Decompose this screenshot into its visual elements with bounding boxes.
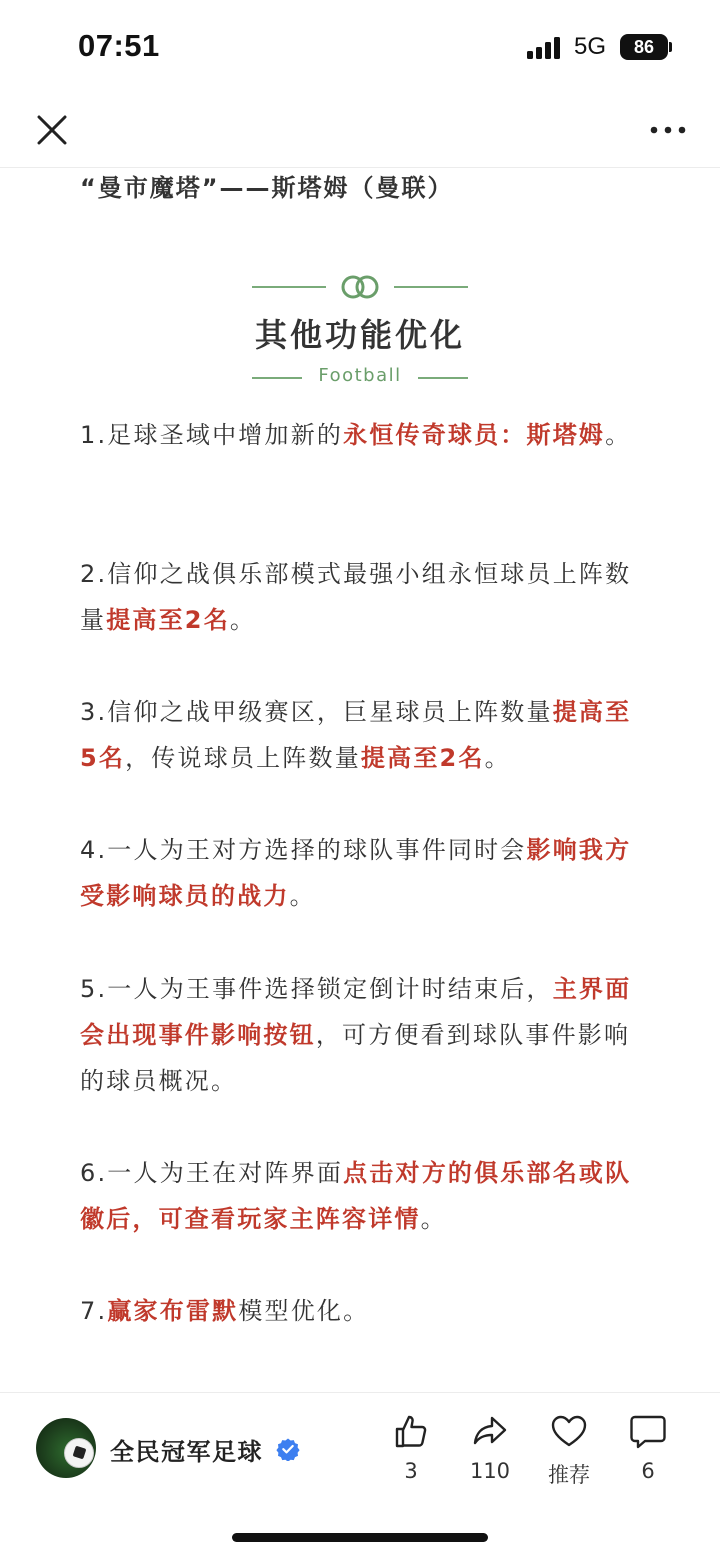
item-text: 1.足球圣域中增加新的 xyxy=(80,421,344,449)
battery-icon: 86 xyxy=(620,34,668,60)
article-top-line: “曼市魔塔”——斯塔姆（曼联） xyxy=(80,174,454,202)
list-item xyxy=(80,966,640,1104)
item-text: 4.一人为王对方选择的球队事件同时会 xyxy=(80,836,527,864)
highlight-text: 提高至2名 xyxy=(360,744,485,772)
list-item xyxy=(80,1150,640,1242)
item-text: 7. xyxy=(80,1297,108,1325)
avatar[interactable] xyxy=(36,1418,96,1478)
list-item xyxy=(80,551,640,643)
item-text: ，传说球员上阵数量 xyxy=(125,744,361,772)
item-text: 。 xyxy=(605,421,632,449)
share-count: 110 xyxy=(469,1459,511,1483)
status-bar xyxy=(0,0,720,90)
signal-icon xyxy=(527,37,563,59)
list-item xyxy=(80,412,640,458)
highlight-text: 提高至2名 xyxy=(106,606,230,634)
section-header xyxy=(0,268,720,388)
comment-icon xyxy=(628,1411,668,1451)
share-icon xyxy=(470,1411,510,1451)
highlight-text: 点击对方的俱乐部名或队徽后，可查看玩家主阵容详情 xyxy=(80,1159,632,1233)
close-button[interactable] xyxy=(30,108,74,152)
item-text: 。 xyxy=(484,744,511,772)
item-text: 。 xyxy=(289,882,316,910)
item-text: 6.一人为王在对阵界面 xyxy=(80,1159,344,1187)
home-indicator[interactable] xyxy=(232,1533,488,1542)
comment-count: 6 xyxy=(641,1459,655,1483)
network-type: 5G xyxy=(574,33,607,60)
list-item xyxy=(80,689,640,781)
divider-line xyxy=(418,377,468,379)
item-text: ，可方便看到球队事件影响的球员概况。 xyxy=(80,1021,631,1095)
battery-tip xyxy=(669,42,672,52)
close-icon xyxy=(30,108,74,152)
nav-bar xyxy=(0,90,720,168)
highlight-text: 影响我方受影响球员的战力 xyxy=(80,836,632,910)
item-text: 5.一人为王事件选择锁定倒计时结束后， xyxy=(80,975,553,1003)
status-time: 07:51 xyxy=(78,28,160,63)
more-button[interactable] xyxy=(646,112,690,148)
more-icon xyxy=(646,112,690,148)
like-count: 3 xyxy=(404,1459,418,1483)
item-text: 2.信仰之战俱乐部模式最强小组永恒球员上阵数量 xyxy=(80,560,632,634)
verified-badge-icon xyxy=(276,1437,300,1461)
recommend-button[interactable] xyxy=(534,1411,604,1491)
highlight-text: 主界面会出现事件影响按钮 xyxy=(80,975,632,1049)
item-text: 3.信仰之战甲级赛区，巨星球员上阵数量 xyxy=(80,698,553,726)
section-title: 其他功能优化 xyxy=(254,316,465,354)
divider-line xyxy=(394,286,468,288)
heart-icon xyxy=(549,1411,589,1451)
rings-icon xyxy=(340,274,380,300)
comment-button[interactable] xyxy=(613,1411,683,1491)
bottom-bar xyxy=(0,1392,720,1558)
highlight-text: 永恒传奇球员：斯塔姆 xyxy=(343,421,606,449)
list-item xyxy=(80,827,640,919)
like-button[interactable] xyxy=(376,1411,446,1491)
divider-line xyxy=(252,286,326,288)
share-button[interactable] xyxy=(455,1411,525,1491)
item-text: 。 xyxy=(420,1205,447,1233)
account-name[interactable]: 全民冠军足球 xyxy=(110,1438,263,1466)
item-text: 模型优化。 xyxy=(238,1297,370,1325)
football-icon xyxy=(64,1438,94,1468)
list-item xyxy=(80,1288,640,1334)
recommend-label: 推荐 xyxy=(548,1463,590,1487)
highlight-text: 提高至5名 xyxy=(80,698,632,772)
thumbs-up-icon xyxy=(391,1411,431,1451)
section-subtitle: Football xyxy=(318,365,402,386)
article-content xyxy=(0,168,720,1392)
item-text: 。 xyxy=(229,606,257,634)
highlight-text: 赢家布雷默 xyxy=(107,1297,239,1325)
